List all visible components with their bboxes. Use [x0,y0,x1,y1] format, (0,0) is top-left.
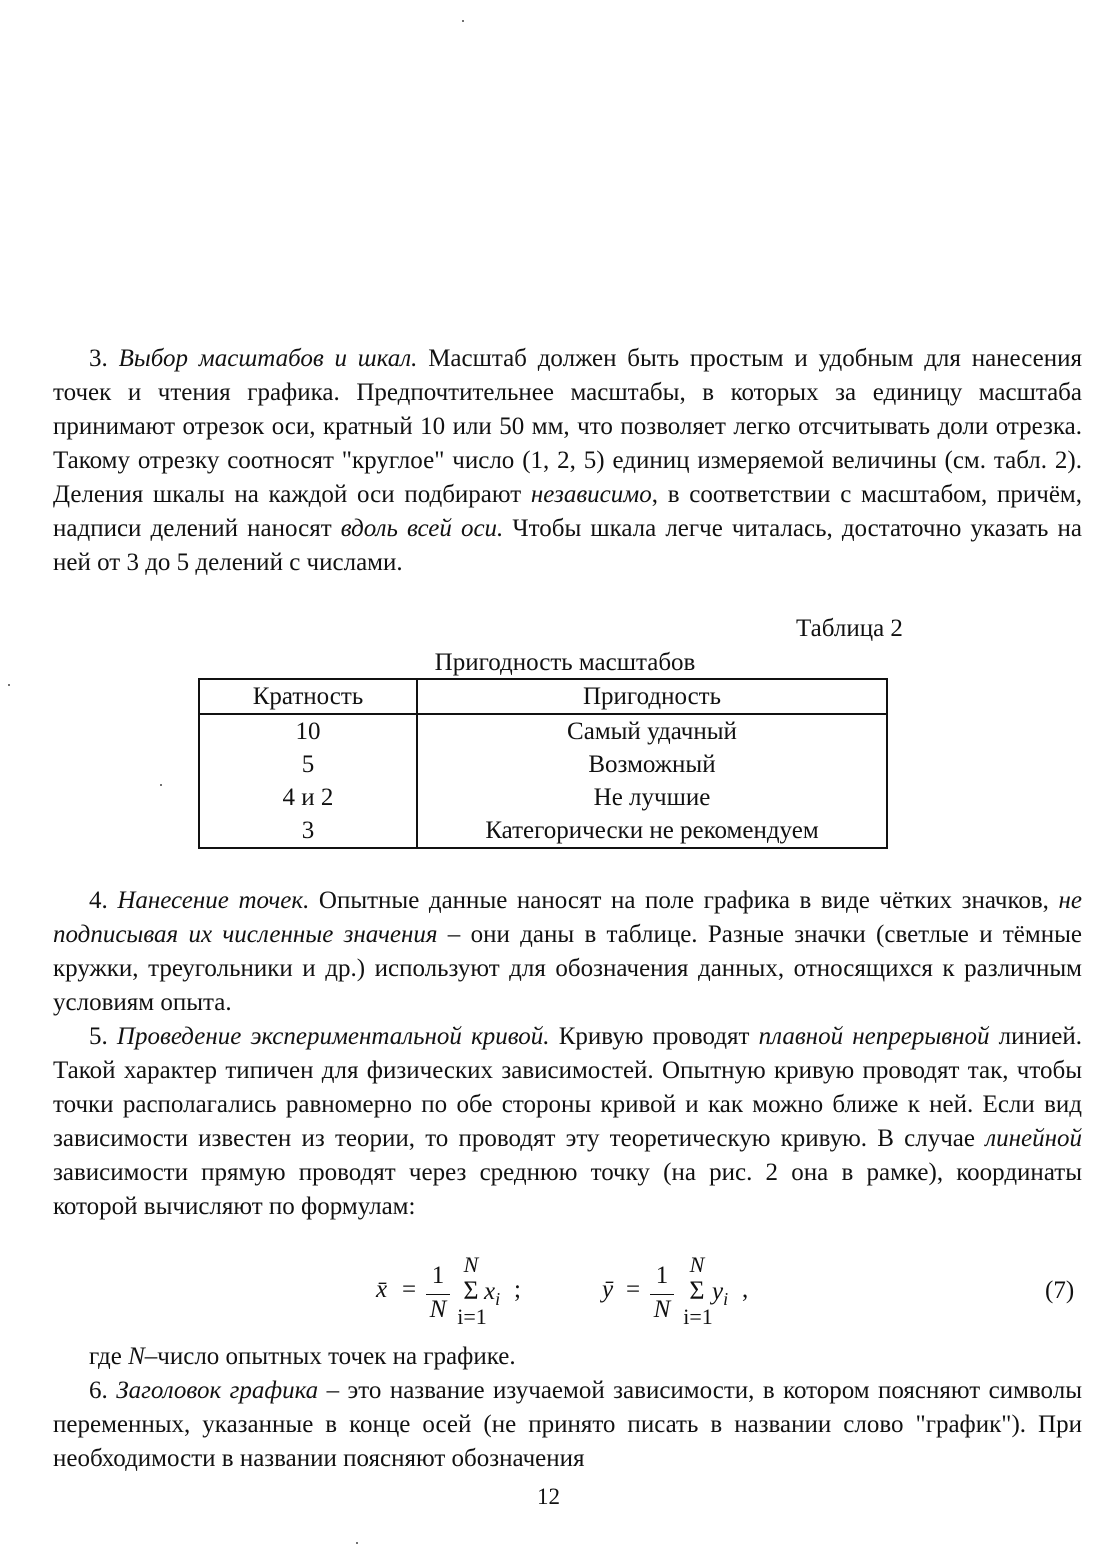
section-3-number: 3. [89,345,108,372]
formula-sum-upper: N [463,1252,479,1277]
section-3-text-c: Чтобы шкала легче читалась, достаточно указать на ней от 3 до 5 делений с числами. [53,515,1083,576]
after-formula-block [53,1340,1082,1476]
section-4-number: 4. [89,887,108,914]
section-4-title: Нанесение точек. [117,887,310,914]
scan-speck [160,784,162,786]
table-cell: 10 [199,714,417,748]
scan-speck [462,20,464,22]
table-cell: 4 и 2 [199,781,417,814]
formula-x-i: $x_i$ [484,1278,501,1309]
section-4-em-1: не подписывая их численные значения [53,887,1082,948]
section-4-text-a: Опытные данные наносят на поле графика в виде чётких значков, [309,887,1059,914]
formula-y-mean: ȳ [602,1276,614,1303]
section-5-em-2: линейной [985,1125,1082,1152]
table-cell: Не лучшие [417,781,887,814]
formula-equals: = [402,1276,417,1303]
page-number: 12 [537,1484,560,1509]
section-3-text-b: , в соответствии с масштабом, причём, надписи делений наносят [53,481,1083,542]
section-3-em-1: независимо [530,481,652,508]
table-cell: Самый удачный [417,714,887,748]
formula-index-subscript: i [723,1289,729,1309]
formula-sum-upper: N [689,1252,705,1277]
section-3-em-2: вдоль всей оси. [340,515,504,542]
table-header-row [199,679,887,714]
table-caption-title: Пригодность масштабов [434,649,696,676]
formula-7 [370,1252,1070,1342]
formula-fraction-numerator: 1 [655,1262,669,1289]
formula-y-i: $y_i$ [712,1278,729,1309]
section-4-text-b: – они даны в таблице. Разные значки (светлые и тёмные кружки, треугольники и др.) используют для обозначения данных, относящихся к различным условиям опыта. [53,921,1082,1016]
formula-explanation-prefix: где [89,1343,129,1370]
formula-separator: ; [514,1276,521,1303]
section-6-title: Заголовок графика [116,1377,319,1404]
formula-sum-lower: i=1 [457,1304,487,1329]
section-3-text-a: Масштаб должен быть простым и удобным для нанесения точек и чтения графика. Предпочтительнее масштабы, в которых за единицу масштаба принимают отрезок оси, кратный 10 или 50 мм, что позволяет легко отсчитывать доли отрезка. Такому отрезку соотносят "круглое" число (1, 2, 5) единиц измеряемой величины (см. табл. 2). Деления шкалы на каждой оси подбирают [53,345,1083,508]
formula-explanation-text: –число опытных точек на графике. [144,1343,516,1370]
formula-explanation [53,1340,1082,1374]
table-header-cell: Кратность [199,679,417,714]
table-caption-number: Таблица 2 [796,615,903,642]
formula-fraction-denominator: N [429,1296,447,1323]
formula-sum-lower: i=1 [683,1304,713,1329]
formula-fraction-denominator: N [653,1296,671,1323]
equation-number: (7) [1045,1277,1075,1304]
section-5-paragraph [53,1020,1082,1224]
section-4-paragraph [53,884,1082,1020]
formula-sum-sign: Σ [689,1276,705,1305]
formula-fraction-numerator: 1 [431,1262,445,1289]
section-5-number: 5. [89,1023,108,1050]
formula-x-mean: x̄ [376,1276,388,1303]
section-6-number: 6. [89,1377,108,1404]
section-5-title: Проведение экспериментальной кривой. [116,1023,550,1050]
formula-separator: , [742,1276,749,1303]
formula-sum-sign: Σ [463,1276,479,1305]
table-row [199,714,887,748]
table-cell: 5 [199,748,417,781]
section-6-text-a: – это название изучаемой зависимости, в котором поясняют символы переменных, указанные в конце осей (не принято писать в названии слово "график"). При необходимости в названии поясняют обозначения [53,1377,1082,1472]
table-cell: Категорически не рекомендуем [417,814,887,848]
formula-fraction-bar [650,1294,674,1295]
scan-speck [356,1542,358,1544]
section-3-title: Выбор масштабов и шкал. [118,345,418,372]
table-header-cell: Пригодность [417,679,887,714]
section-5-em-1: плавной непрерывной [758,1023,990,1050]
table-row [199,781,887,814]
formula-explanation-var: N [128,1343,145,1370]
table-cell: 3 [199,814,417,848]
section-3-paragraph [53,342,1082,580]
formula-index-subscript: i [495,1289,501,1309]
section-3 [53,342,1082,580]
formula-fraction-bar [426,1294,450,1295]
scale-suitability-table [198,678,888,849]
table-row [199,748,887,781]
section-5-text-b: линией. Такой характер типичен для физических зависимостей. Опытную кривую проводят так, чтобы точки располагались равномерно по обе стороны кривой и как можно ближе к ней. Если вид зависимости известен из теории, то проводят эту теоретическую кривую. В случае [53,1023,1082,1152]
table-row [199,814,887,848]
section-5-text-c: зависимости прямую проводят через среднюю точку (на рис. 2 она в рамке), координаты которой вычисляют по формулам: [53,1159,1082,1220]
section-5-text-a: Кривую проводят [549,1023,759,1050]
formula-equals: = [626,1276,641,1303]
section-6-paragraph [53,1374,1082,1476]
sections-4-5 [53,884,1082,1224]
scan-speck [8,684,10,686]
table-cell: Возможный [417,748,887,781]
